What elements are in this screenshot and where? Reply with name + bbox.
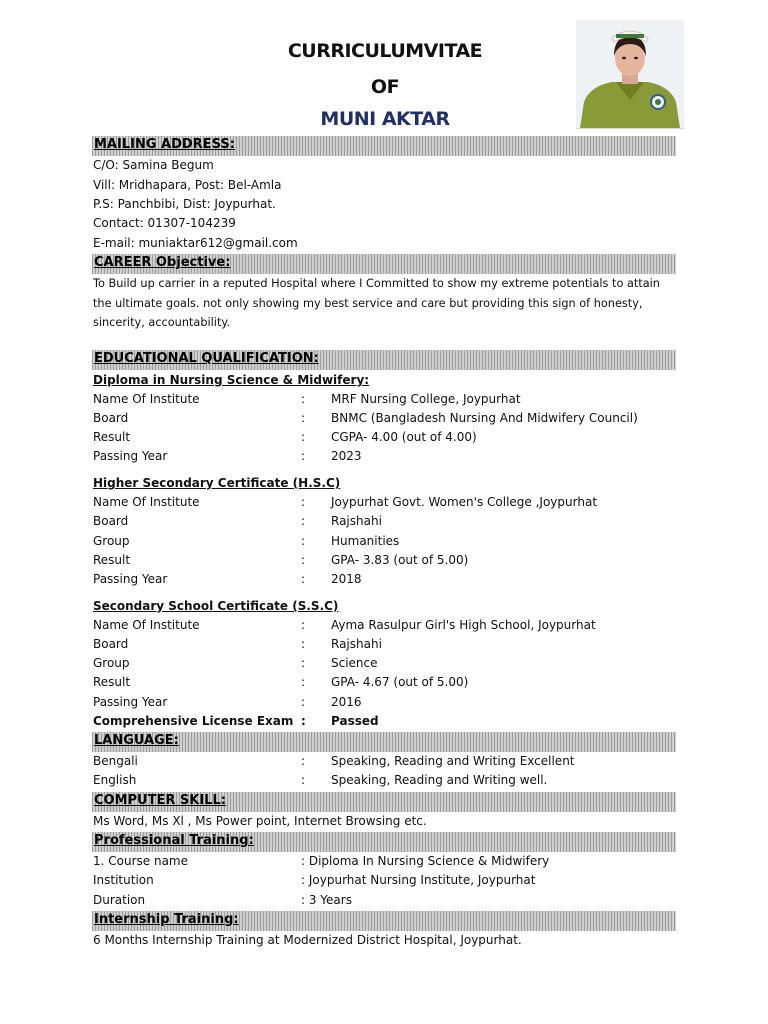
row-label: Board xyxy=(93,411,129,425)
row-value: Rajshahi xyxy=(331,514,382,528)
row-value: 2018 xyxy=(331,572,362,586)
row-value: 2023 xyxy=(331,449,362,463)
cv-title: CURRICULUMVITAE xyxy=(287,40,483,62)
colon: : xyxy=(301,637,306,651)
profile-photo xyxy=(576,20,684,129)
row-label: Passing Year xyxy=(93,449,168,463)
section-mailing-address xyxy=(92,136,676,156)
section-heading: Internship Training: xyxy=(94,912,239,927)
colon: : xyxy=(301,773,306,787)
hsc-title: Higher Secondary Certificate (H.S.C) xyxy=(93,476,341,490)
row-value: Humanities xyxy=(331,534,400,548)
address-line: Vill: Mridhapara, Post: Bel-Amla xyxy=(93,178,282,192)
colon: : xyxy=(301,714,306,728)
row-label: Board xyxy=(93,637,129,651)
colon: : xyxy=(301,656,306,670)
row-label: Name Of Institute xyxy=(93,618,200,632)
colon: : xyxy=(301,572,306,586)
section-education xyxy=(92,350,676,370)
colon: : xyxy=(301,754,306,768)
section-language xyxy=(92,732,676,752)
section-computer-skill xyxy=(92,792,676,812)
training-value: : Joypurhat Nursing Institute, Joypurhat xyxy=(301,873,536,887)
language-value: Speaking, Reading and Writing Excellent xyxy=(331,754,575,768)
row-label: Board xyxy=(93,514,129,528)
row-label: Passing Year xyxy=(93,695,168,709)
license-exam-value: Passed xyxy=(331,714,379,728)
contact-line: Contact: 01307-104239 xyxy=(93,216,236,230)
colon: : xyxy=(301,411,306,425)
row-label: Group xyxy=(93,534,130,548)
colon: : xyxy=(301,514,306,528)
colon: : xyxy=(301,495,306,509)
row-value: Rajshahi xyxy=(331,637,382,651)
colon: : xyxy=(301,553,306,567)
colon: : xyxy=(301,534,306,548)
row-value: BNMC (Bangladesh Nursing And Midwifery Council) xyxy=(331,411,638,425)
colon: : xyxy=(301,392,306,406)
row-value: GPA- 4.67 (out of 5.00) xyxy=(331,675,469,689)
internship-text: 6 Months Internship Training at Modernized District Hospital, Joypurhat. xyxy=(93,933,522,947)
license-exam-label: Comprehensive License Exam xyxy=(93,714,294,728)
row-value: Ayma Rasulpur Girl's High School, Joypurhat xyxy=(331,618,596,632)
section-heading: EDUCATIONAL QUALIFICATION: xyxy=(94,351,319,366)
section-heading: Professional Training: xyxy=(94,833,254,848)
training-value: : Diploma In Nursing Science & Midwifery xyxy=(301,854,550,868)
language-label: English xyxy=(93,773,137,787)
row-value: GPA- 3.83 (out of 5.00) xyxy=(331,553,469,567)
section-career-objective xyxy=(92,254,676,274)
row-label: Result xyxy=(93,430,131,444)
language-label: Bengali xyxy=(93,754,138,768)
row-label: Group xyxy=(93,656,130,670)
diploma-title: Diploma in Nursing Science & Midwifery: xyxy=(93,373,370,387)
cv-title-of: OF xyxy=(370,76,400,98)
row-value: MRF Nursing College, Joypurhat xyxy=(331,392,521,406)
training-label: Duration xyxy=(93,893,146,907)
profile-photo-image xyxy=(576,20,684,128)
section-internship-training xyxy=(92,911,676,931)
colon: : xyxy=(301,449,306,463)
career-objective-text: To Build up carrier in a reputed Hospital where I Committed to show my extreme potentials to attain the ultimate goals. not only showing my best service and care but providing this sign of honesty, sincerity, accountability. xyxy=(93,277,660,329)
cv-name: MUNI AKTAR xyxy=(320,108,450,130)
language-value: Speaking, Reading and Writing well. xyxy=(331,773,548,787)
row-label: Result xyxy=(93,675,131,689)
section-professional-training xyxy=(92,832,676,852)
address-line: P.S: Panchbibi, Dist: Joypurhat. xyxy=(93,197,276,211)
training-value: : 3 Years xyxy=(301,893,352,907)
colon: : xyxy=(301,695,306,709)
ssc-title: Secondary School Certificate (S.S.C) xyxy=(93,599,339,613)
email-line: E-mail: muniaktar612@gmail.com xyxy=(93,236,298,250)
section-heading: MAILING ADDRESS: xyxy=(94,137,235,152)
training-label: 1. Course name xyxy=(93,854,189,868)
computer-skill-text: Ms Word, Ms Xl , Ms Power point, Internet Browsing etc. xyxy=(93,814,427,828)
row-label: Name Of Institute xyxy=(93,495,200,509)
row-label: Passing Year xyxy=(93,572,168,586)
row-value: CGPA- 4.00 (out of 4.00) xyxy=(331,430,477,444)
address-line: C/O: Samina Begum xyxy=(93,158,214,172)
colon: : xyxy=(301,675,306,689)
section-heading: CAREER Objective: xyxy=(94,255,231,270)
row-label: Name Of Institute xyxy=(93,392,200,406)
colon: : xyxy=(301,430,306,444)
colon: : xyxy=(301,618,306,632)
row-value: Science xyxy=(331,656,378,670)
section-heading: COMPUTER SKILL: xyxy=(94,793,226,808)
row-value: Joypurhat Govt. Women's College ,Joypurhat xyxy=(331,495,598,509)
training-label: Institution xyxy=(93,873,154,887)
section-heading: LANGUAGE: xyxy=(94,733,179,748)
row-label: Result xyxy=(93,553,131,567)
row-value: 2016 xyxy=(331,695,362,709)
